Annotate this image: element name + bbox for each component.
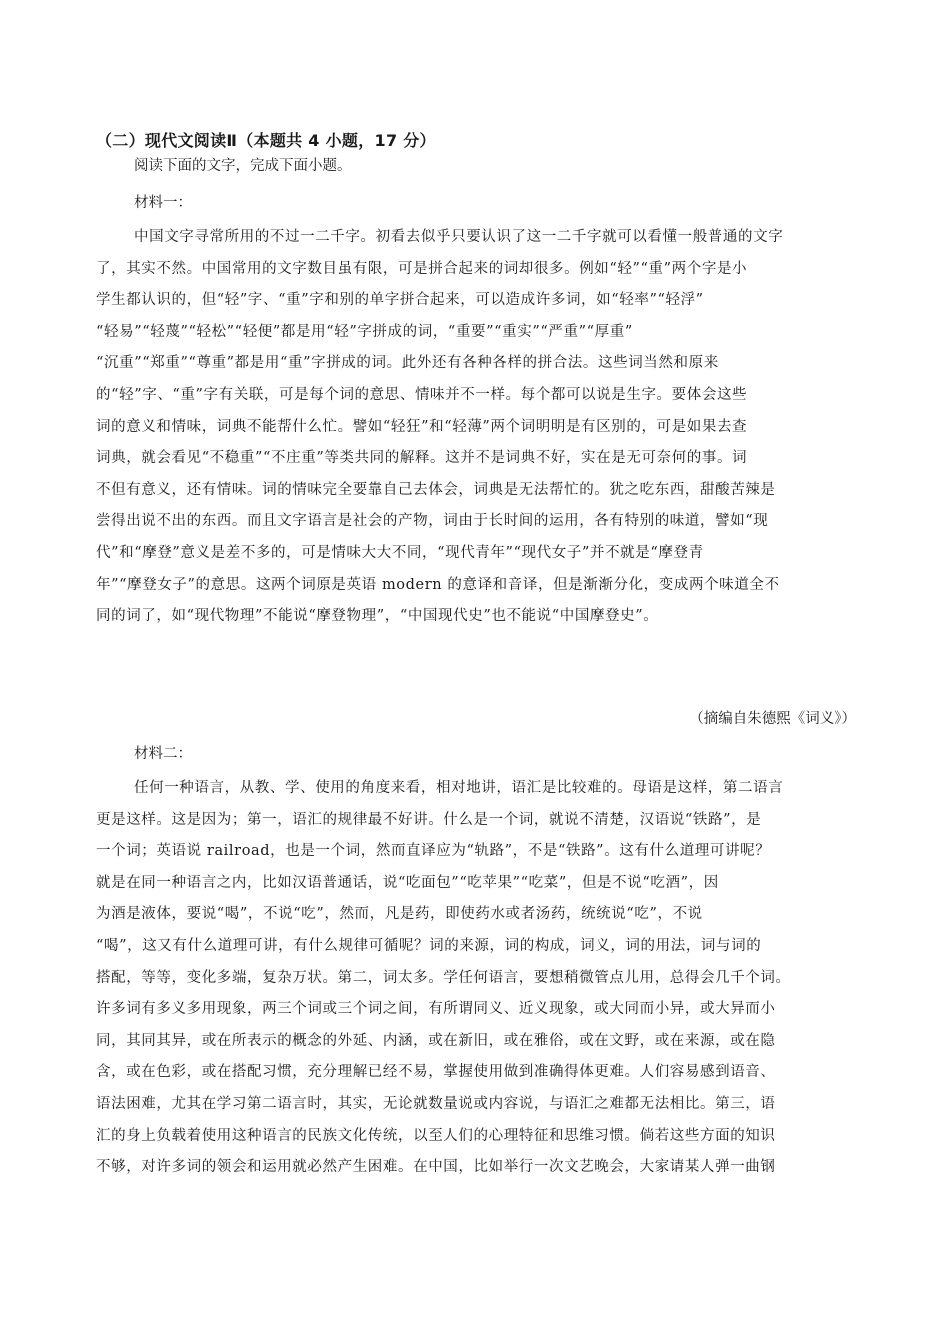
section-heading: （二）现代文阅读Ⅱ（本题共 4 小题，17 分） bbox=[96, 131, 436, 150]
text-line: 同的词了，如“现代物理”不能说“摩登物理”，“中国现代史”也不能说“中国摩登史”。 bbox=[96, 608, 659, 625]
text-line: 词典，就会看见“不稳重”“不庄重”等类共同的解释。这并不是词典不好，实在是无可奈何的事。词 bbox=[96, 450, 748, 467]
material-two-text bbox=[96, 773, 856, 1184]
material-one-text bbox=[96, 222, 856, 633]
text-line: 更是这样。这是因为；第一，语汇的规律最不好讲。什么是一个词，就说不清楚，汉语说“铁路”，是 bbox=[96, 811, 762, 828]
text-line: 中国文字寻常所用的不过一二千字。初看去似乎只要认识了这一二千字就可以看懂一般普通的文字 bbox=[134, 229, 784, 245]
text-line: “沉重”“郑重”“尊重”都是用“重”字拼成的词。此外还有各种各样的拼合法。这些词当然和原来 bbox=[96, 355, 719, 372]
reading-instruction: 阅读下面的文字，完成下面小题。 bbox=[134, 158, 352, 174]
text-line: 含，或在色彩，或在搭配习惯，充分理解已经不易，掌握使用做到准确得体更难。人们容易感到语音、 bbox=[96, 1064, 776, 1081]
text-line: 就是在同一种语言之内，比如汉语普通话，说“吃面包”“吃苹果”“吃菜”，但是不说“吃酒”，因 bbox=[96, 874, 719, 891]
text-line: 语法困难，尤其在学习第二语言时，其实，无论就数量说或内容说，与语汇之难都无法相比。第三，语 bbox=[96, 1095, 776, 1112]
text-line: “轻易”“轻蔑”“轻松”“轻便”都是用“轻”字拼成的词，“重要”“重实”“严重”“厚重” bbox=[96, 323, 633, 340]
material-one-label: 材料一： bbox=[134, 195, 192, 211]
text-line: 任何一种语言，从教、学、使用的角度来看，相对地讲，语汇是比较难的。母语是这样，第二语言 bbox=[134, 780, 784, 796]
text-line: 了，其实不然。中国常用的文字数目虽有限，可是拼合起来的词却很多。例如“轻”“重”两个字是小 bbox=[96, 260, 748, 277]
text-line: 同，其同其异，或在所表示的概念的外延、内涵，或在新旧，或在雅俗，或在文野，或在来源，或在隐 bbox=[96, 1032, 776, 1049]
text-line: 尝得出说不出的东西。而且文字语言是社会的产物，词由于长时间的运用，各有特别的味道，譬如“现 bbox=[96, 513, 769, 530]
text-line: 许多词有多义多用现象，两三个词或三个词之间，有所谓同义、近义现象，或大同而小异，或大异而小 bbox=[96, 1001, 776, 1018]
text-line: 汇的身上负载着使用这种语言的民族文化传统，以至人们的心理特征和思维习惯。倘若这些方面的知识 bbox=[96, 1127, 776, 1144]
text-line: 的“轻”字、“重”字有关联，可是每个词的意思、情味并不一样。每个都可以说是生字。要体会这些 bbox=[96, 386, 748, 403]
text-line: 不够，对许多词的领会和运用就必然产生困难。在中国，比如举行一次文艺晚会，大家请某人弹一曲钢 bbox=[96, 1159, 776, 1176]
text-line: 搭配，等等，变化多端，复杂万状。第二，词太多。学任何语言，要想稍微管点儿用，总得会几千个词。 bbox=[96, 969, 791, 986]
text-line: “喝”，这又有什么道理可讲，有什么规律可循呢？词的来源，词的构成，词义，词的用法，词与词的 bbox=[96, 937, 762, 954]
material-one-source: （摘编自朱德熙《词义》） bbox=[689, 711, 856, 727]
text-line: 为酒是液体，要说“喝”，不说“吃”，然而，凡是药，即使药水或者汤药，统统说“吃”，不说 bbox=[96, 906, 703, 923]
text-line: 一个词；英语说 railroad，也是一个词，然而直译应为“轨路”，不是“铁路”。这有什么道理可讲呢？ bbox=[96, 843, 771, 860]
text-line: 词的意义和情味，词典不能帮什么忙。譬如“轻狂”和“轻薄”两个词明明是有区别的，可是如果去查 bbox=[96, 418, 748, 435]
text-line: 学生都认识的，但“轻”字、“重”字和别的单字拼合起来，可以造成许多词，如“轻率”“轻浮” bbox=[96, 292, 704, 309]
material-two-label: 材料二： bbox=[134, 746, 192, 762]
text-line: 不但有意义，还有情味。词的情味完全要靠自己去体会，词典是无法帮忙的。犹之吃东西，甜酸苦辣是 bbox=[96, 481, 776, 498]
text-line: 代”和“摩登”意义是差不多的，可是情味大大不同，“现代青年”“现代女子”并不就是“摩登青 bbox=[96, 544, 704, 561]
text-line: 年”“摩登女子”的意思。这两个词原是英语 modern 的意译和音译，但是渐渐分化，变成两个味道全不 bbox=[96, 576, 780, 593]
